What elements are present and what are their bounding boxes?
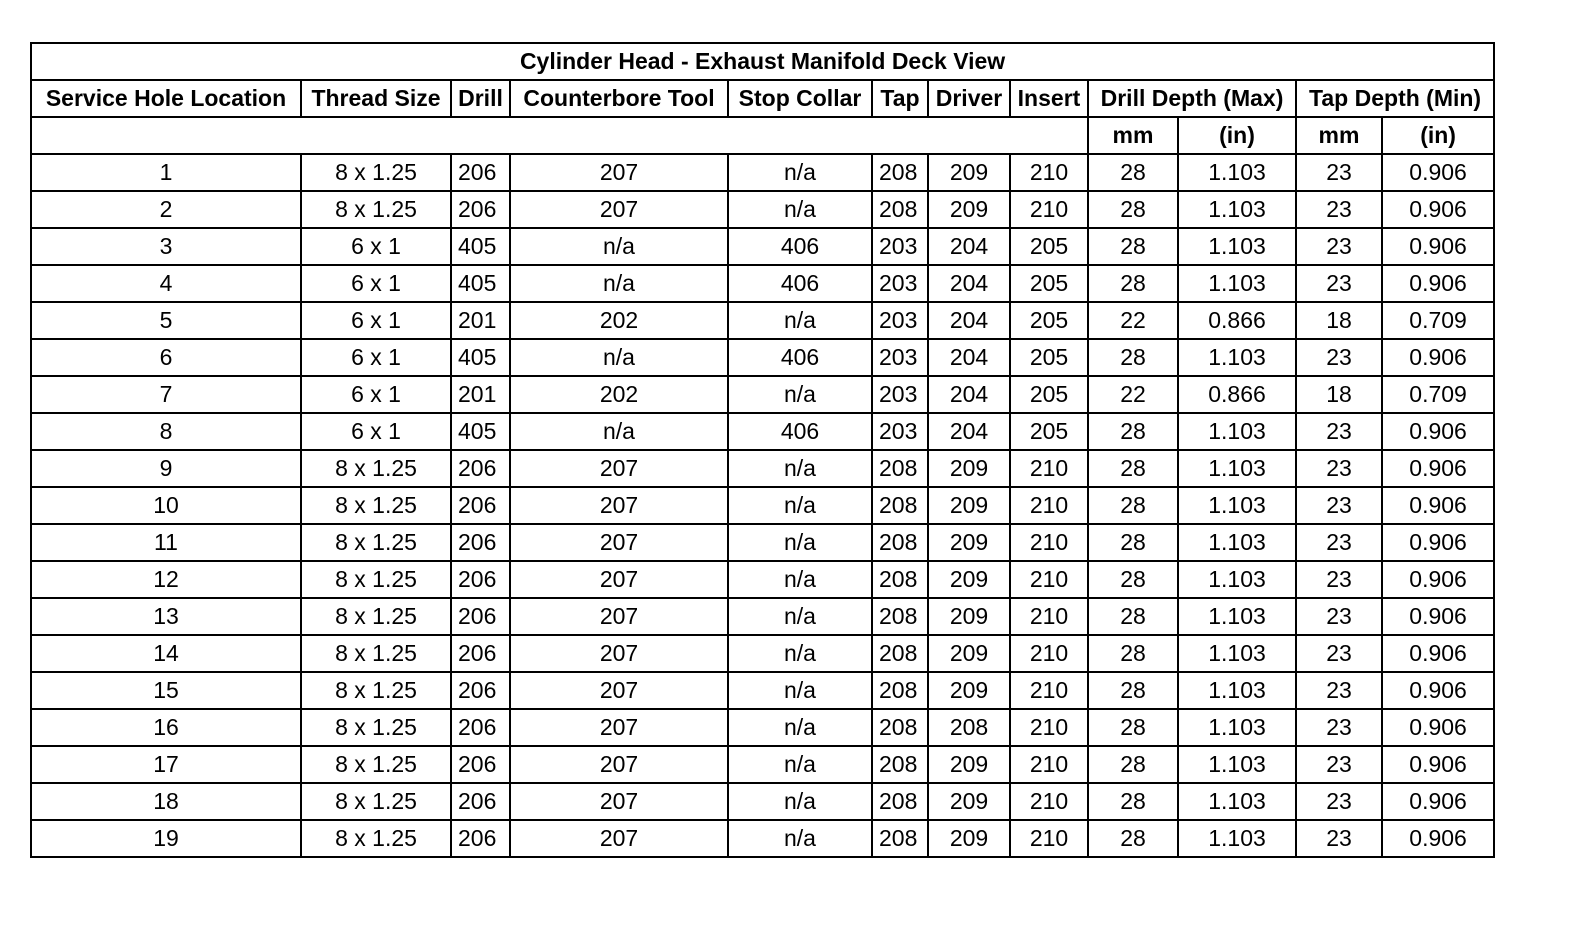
cell-drill-depth-mm: 28: [1088, 524, 1178, 561]
cell-counterbore-tool: 207: [510, 672, 728, 709]
cell-tap-depth-in: 0.906: [1382, 265, 1494, 302]
header-drill: Drill: [451, 80, 510, 117]
cell-service-hole-location: 3: [31, 228, 301, 265]
cell-insert: 210: [1010, 561, 1088, 598]
cell-tap-depth-mm: 23: [1296, 228, 1382, 265]
cell-driver: 209: [928, 487, 1010, 524]
cell-driver: 204: [928, 302, 1010, 339]
cell-thread-size: 8 x 1.25: [301, 746, 451, 783]
cell-tap-depth-mm: 23: [1296, 709, 1382, 746]
table-row: [31, 413, 1494, 450]
unit-tap-in: (in): [1382, 117, 1494, 154]
cell-tap-depth-in: 0.906: [1382, 450, 1494, 487]
cell-insert: 210: [1010, 598, 1088, 635]
cell-tap-depth-mm: 23: [1296, 672, 1382, 709]
table-body: [31, 154, 1494, 857]
cell-thread-size: 8 x 1.25: [301, 709, 451, 746]
cell-tap: 203: [872, 265, 928, 302]
cell-tap-depth-mm: 23: [1296, 783, 1382, 820]
table-row: [31, 709, 1494, 746]
cell-service-hole-location: 13: [31, 598, 301, 635]
cell-tap-depth-mm: 23: [1296, 598, 1382, 635]
cell-driver: 209: [928, 450, 1010, 487]
cell-tap-depth-mm: 23: [1296, 191, 1382, 228]
cell-service-hole-location: 1: [31, 154, 301, 191]
cell-tap-depth-mm: 23: [1296, 154, 1382, 191]
cell-insert: 210: [1010, 672, 1088, 709]
cell-driver: 209: [928, 820, 1010, 857]
table-row: [31, 154, 1494, 191]
spec-table: [30, 42, 1495, 858]
cell-service-hole-location: 9: [31, 450, 301, 487]
cell-drill-depth-mm: 28: [1088, 265, 1178, 302]
cell-insert: 205: [1010, 302, 1088, 339]
header-driver: Driver: [928, 80, 1010, 117]
cell-tap: 203: [872, 376, 928, 413]
cell-drill-depth-in: 1.103: [1178, 265, 1296, 302]
cell-drill: 206: [451, 746, 510, 783]
cell-service-hole-location: 12: [31, 561, 301, 598]
cell-drill-depth-in: 1.103: [1178, 746, 1296, 783]
cell-thread-size: 8 x 1.25: [301, 598, 451, 635]
cell-stop-collar: n/a: [728, 450, 872, 487]
cell-tap-depth-in: 0.906: [1382, 524, 1494, 561]
cell-service-hole-location: 2: [31, 191, 301, 228]
cell-drill-depth-mm: 28: [1088, 746, 1178, 783]
cell-insert: 210: [1010, 191, 1088, 228]
cell-stop-collar: n/a: [728, 709, 872, 746]
cell-driver: 209: [928, 783, 1010, 820]
cell-driver: 209: [928, 598, 1010, 635]
cell-tap-depth-in: 0.906: [1382, 709, 1494, 746]
cell-stop-collar: n/a: [728, 598, 872, 635]
cell-drill-depth-in: 1.103: [1178, 154, 1296, 191]
cell-tap-depth-in: 0.906: [1382, 413, 1494, 450]
cell-tap: 203: [872, 413, 928, 450]
cell-drill-depth-in: 0.866: [1178, 376, 1296, 413]
cell-thread-size: 6 x 1: [301, 376, 451, 413]
cell-counterbore-tool: 202: [510, 376, 728, 413]
cell-thread-size: 6 x 1: [301, 339, 451, 376]
cell-service-hole-location: 8: [31, 413, 301, 450]
cell-drill-depth-in: 1.103: [1178, 561, 1296, 598]
cell-thread-size: 6 x 1: [301, 413, 451, 450]
table-row: [31, 302, 1494, 339]
cell-tap-depth-in: 0.906: [1382, 746, 1494, 783]
cell-insert: 210: [1010, 524, 1088, 561]
cell-driver: 204: [928, 228, 1010, 265]
cell-insert: 210: [1010, 450, 1088, 487]
cell-tap: 208: [872, 820, 928, 857]
cell-drill-depth-in: 1.103: [1178, 635, 1296, 672]
cell-stop-collar: n/a: [728, 561, 872, 598]
cell-drill-depth-mm: 28: [1088, 191, 1178, 228]
header-tap: Tap: [872, 80, 928, 117]
table-row: [31, 783, 1494, 820]
cell-drill-depth-mm: 28: [1088, 709, 1178, 746]
cell-tap: 208: [872, 450, 928, 487]
cell-counterbore-tool: 207: [510, 154, 728, 191]
cell-service-hole-location: 16: [31, 709, 301, 746]
cell-insert: 210: [1010, 709, 1088, 746]
cell-insert: 210: [1010, 783, 1088, 820]
cell-drill-depth-mm: 28: [1088, 413, 1178, 450]
cell-drill: 206: [451, 524, 510, 561]
cell-tap-depth-in: 0.906: [1382, 154, 1494, 191]
cell-insert: 205: [1010, 265, 1088, 302]
cell-tap-depth-mm: 23: [1296, 524, 1382, 561]
cell-drill: 201: [451, 302, 510, 339]
cell-drill-depth-in: 1.103: [1178, 228, 1296, 265]
cell-counterbore-tool: 207: [510, 709, 728, 746]
cell-drill-depth-mm: 28: [1088, 672, 1178, 709]
unit-drill-mm: mm: [1088, 117, 1178, 154]
cell-drill-depth-mm: 28: [1088, 154, 1178, 191]
cell-tap: 208: [872, 672, 928, 709]
units-row: [31, 117, 1494, 154]
cell-thread-size: 8 x 1.25: [301, 783, 451, 820]
cell-tap-depth-in: 0.906: [1382, 635, 1494, 672]
units-blank-cell: [31, 117, 1088, 154]
cell-driver: 209: [928, 561, 1010, 598]
cell-driver: 209: [928, 672, 1010, 709]
title-row: [31, 43, 1494, 80]
cell-drill: 206: [451, 487, 510, 524]
cell-counterbore-tool: 207: [510, 635, 728, 672]
cell-drill-depth-mm: 28: [1088, 783, 1178, 820]
table-row: [31, 746, 1494, 783]
cell-thread-size: 8 x 1.25: [301, 450, 451, 487]
cell-driver: 209: [928, 635, 1010, 672]
cell-thread-size: 6 x 1: [301, 265, 451, 302]
cell-thread-size: 6 x 1: [301, 228, 451, 265]
cell-service-hole-location: 6: [31, 339, 301, 376]
cell-driver: 204: [928, 413, 1010, 450]
cell-insert: 205: [1010, 339, 1088, 376]
cell-service-hole-location: 14: [31, 635, 301, 672]
cell-tap-depth-in: 0.906: [1382, 228, 1494, 265]
cell-counterbore-tool: 207: [510, 783, 728, 820]
cell-service-hole-location: 5: [31, 302, 301, 339]
cell-drill-depth-in: 1.103: [1178, 339, 1296, 376]
cell-driver: 209: [928, 191, 1010, 228]
cell-insert: 205: [1010, 413, 1088, 450]
unit-tap-mm: mm: [1296, 117, 1382, 154]
cell-thread-size: 8 x 1.25: [301, 154, 451, 191]
cell-drill: 405: [451, 228, 510, 265]
cell-drill-depth-in: 1.103: [1178, 709, 1296, 746]
cell-drill-depth-in: 1.103: [1178, 450, 1296, 487]
cell-counterbore-tool: 207: [510, 820, 728, 857]
cell-stop-collar: n/a: [728, 487, 872, 524]
unit-drill-in: (in): [1178, 117, 1296, 154]
cell-drill: 206: [451, 783, 510, 820]
cell-drill-depth-mm: 28: [1088, 487, 1178, 524]
table-row: [31, 376, 1494, 413]
cell-drill-depth-in: 0.866: [1178, 302, 1296, 339]
cell-thread-size: 6 x 1: [301, 302, 451, 339]
cell-tap-depth-in: 0.906: [1382, 487, 1494, 524]
cell-drill-depth-in: 1.103: [1178, 598, 1296, 635]
cell-tap-depth-mm: 23: [1296, 820, 1382, 857]
cell-tap: 203: [872, 339, 928, 376]
cell-thread-size: 8 x 1.25: [301, 561, 451, 598]
cell-stop-collar: 406: [728, 339, 872, 376]
table-row: [31, 598, 1494, 635]
cell-driver: 204: [928, 339, 1010, 376]
header-stop-collar: Stop Collar: [728, 80, 872, 117]
cell-service-hole-location: 17: [31, 746, 301, 783]
cell-stop-collar: n/a: [728, 302, 872, 339]
table-row: [31, 450, 1494, 487]
cell-drill: 405: [451, 339, 510, 376]
cell-counterbore-tool: n/a: [510, 339, 728, 376]
header-thread-size: Thread Size: [301, 80, 451, 117]
cell-tap: 208: [872, 191, 928, 228]
cell-counterbore-tool: 207: [510, 524, 728, 561]
cell-tap-depth-in: 0.906: [1382, 561, 1494, 598]
cell-drill-depth-in: 1.103: [1178, 783, 1296, 820]
cell-drill-depth-in: 1.103: [1178, 191, 1296, 228]
cell-driver: 204: [928, 265, 1010, 302]
cell-thread-size: 8 x 1.25: [301, 820, 451, 857]
cell-drill-depth-in: 1.103: [1178, 820, 1296, 857]
cell-drill: 405: [451, 265, 510, 302]
cell-tap: 208: [872, 154, 928, 191]
table-row: [31, 265, 1494, 302]
cell-stop-collar: n/a: [728, 746, 872, 783]
cell-drill-depth-mm: 28: [1088, 339, 1178, 376]
cell-tap: 208: [872, 746, 928, 783]
cell-stop-collar: n/a: [728, 376, 872, 413]
cell-insert: 210: [1010, 635, 1088, 672]
cell-insert: 210: [1010, 487, 1088, 524]
cell-tap-depth-mm: 23: [1296, 746, 1382, 783]
cell-drill: 206: [451, 561, 510, 598]
cell-service-hole-location: 11: [31, 524, 301, 561]
table-row: [31, 672, 1494, 709]
cell-tap-depth-in: 0.906: [1382, 598, 1494, 635]
cell-counterbore-tool: 202: [510, 302, 728, 339]
cell-tap: 208: [872, 561, 928, 598]
cell-counterbore-tool: 207: [510, 561, 728, 598]
table-row: [31, 487, 1494, 524]
cell-tap-depth-mm: 23: [1296, 487, 1382, 524]
header-row: [31, 80, 1494, 117]
cell-insert: 205: [1010, 376, 1088, 413]
cell-service-hole-location: 7: [31, 376, 301, 413]
cell-driver: 209: [928, 154, 1010, 191]
cell-drill-depth-mm: 28: [1088, 598, 1178, 635]
cell-counterbore-tool: 207: [510, 450, 728, 487]
cell-tap: 208: [872, 487, 928, 524]
header-tap-depth-min: Tap Depth (Min): [1296, 80, 1494, 117]
cell-stop-collar: 406: [728, 413, 872, 450]
cell-tap: 203: [872, 228, 928, 265]
table-row: [31, 820, 1494, 857]
cell-tap: 203: [872, 302, 928, 339]
header-drill-depth-max: Drill Depth (Max): [1088, 80, 1296, 117]
cell-stop-collar: n/a: [728, 635, 872, 672]
cell-stop-collar: 406: [728, 265, 872, 302]
cell-tap: 208: [872, 524, 928, 561]
cell-tap-depth-mm: 23: [1296, 413, 1382, 450]
cell-drill: 206: [451, 672, 510, 709]
header-counterbore-tool: Counterbore Tool: [510, 80, 728, 117]
cell-thread-size: 8 x 1.25: [301, 524, 451, 561]
cell-drill-depth-mm: 28: [1088, 450, 1178, 487]
cell-tap: 208: [872, 635, 928, 672]
cell-counterbore-tool: 207: [510, 598, 728, 635]
cell-tap-depth-mm: 23: [1296, 339, 1382, 376]
cell-tap-depth-mm: 18: [1296, 376, 1382, 413]
cell-drill-depth-mm: 28: [1088, 228, 1178, 265]
cell-thread-size: 8 x 1.25: [301, 191, 451, 228]
table-title: Cylinder Head - Exhaust Manifold Deck View: [31, 43, 1494, 80]
cell-drill: 405: [451, 413, 510, 450]
table-row: [31, 635, 1494, 672]
cell-drill-depth-mm: 28: [1088, 635, 1178, 672]
cell-drill: 206: [451, 709, 510, 746]
cell-service-hole-location: 18: [31, 783, 301, 820]
cell-driver: 204: [928, 376, 1010, 413]
cell-stop-collar: n/a: [728, 783, 872, 820]
cell-drill-depth-mm: 28: [1088, 561, 1178, 598]
cell-tap-depth-mm: 23: [1296, 450, 1382, 487]
cell-driver: 209: [928, 746, 1010, 783]
cell-tap-depth-mm: 23: [1296, 635, 1382, 672]
cell-tap-depth-mm: 18: [1296, 302, 1382, 339]
cell-driver: 208: [928, 709, 1010, 746]
cell-stop-collar: n/a: [728, 154, 872, 191]
cell-drill-depth-in: 1.103: [1178, 524, 1296, 561]
table-row: [31, 191, 1494, 228]
table-row: [31, 561, 1494, 598]
cell-tap-depth-in: 0.906: [1382, 191, 1494, 228]
cell-drill: 201: [451, 376, 510, 413]
table-row: [31, 524, 1494, 561]
cell-tap: 208: [872, 598, 928, 635]
cell-drill-depth-in: 1.103: [1178, 487, 1296, 524]
cell-service-hole-location: 10: [31, 487, 301, 524]
cell-tap-depth-in: 0.906: [1382, 783, 1494, 820]
cell-stop-collar: n/a: [728, 524, 872, 561]
cell-counterbore-tool: 207: [510, 746, 728, 783]
cell-drill: 206: [451, 598, 510, 635]
cell-tap-depth-in: 0.906: [1382, 339, 1494, 376]
cell-tap-depth-in: 0.709: [1382, 376, 1494, 413]
cell-counterbore-tool: n/a: [510, 265, 728, 302]
cell-tap-depth-mm: 23: [1296, 265, 1382, 302]
cell-stop-collar: 406: [728, 228, 872, 265]
cell-insert: 210: [1010, 820, 1088, 857]
cell-drill: 206: [451, 191, 510, 228]
table-row: [31, 339, 1494, 376]
cell-drill-depth-mm: 28: [1088, 820, 1178, 857]
table-row: [31, 228, 1494, 265]
header-insert: Insert: [1010, 80, 1088, 117]
cell-thread-size: 8 x 1.25: [301, 635, 451, 672]
cell-service-hole-location: 4: [31, 265, 301, 302]
cell-service-hole-location: 19: [31, 820, 301, 857]
cell-tap: 208: [872, 783, 928, 820]
spec-table-container: [30, 42, 1495, 858]
cell-thread-size: 8 x 1.25: [301, 672, 451, 709]
cell-service-hole-location: 15: [31, 672, 301, 709]
cell-counterbore-tool: n/a: [510, 228, 728, 265]
cell-tap-depth-in: 0.906: [1382, 820, 1494, 857]
cell-stop-collar: n/a: [728, 191, 872, 228]
cell-counterbore-tool: 207: [510, 191, 728, 228]
cell-drill-depth-in: 1.103: [1178, 413, 1296, 450]
cell-drill: 206: [451, 635, 510, 672]
cell-drill-depth-mm: 22: [1088, 302, 1178, 339]
cell-insert: 210: [1010, 746, 1088, 783]
cell-tap-depth-mm: 23: [1296, 561, 1382, 598]
cell-drill: 206: [451, 450, 510, 487]
cell-drill-depth-in: 1.103: [1178, 672, 1296, 709]
cell-insert: 205: [1010, 228, 1088, 265]
header-service-hole-location: Service Hole Location: [31, 80, 301, 117]
cell-tap: 208: [872, 709, 928, 746]
cell-counterbore-tool: 207: [510, 487, 728, 524]
cell-stop-collar: n/a: [728, 820, 872, 857]
cell-counterbore-tool: n/a: [510, 413, 728, 450]
cell-driver: 209: [928, 524, 1010, 561]
cell-stop-collar: n/a: [728, 672, 872, 709]
cell-insert: 210: [1010, 154, 1088, 191]
cell-tap-depth-in: 0.709: [1382, 302, 1494, 339]
cell-drill: 206: [451, 820, 510, 857]
cell-drill: 206: [451, 154, 510, 191]
cell-tap-depth-in: 0.906: [1382, 672, 1494, 709]
cell-drill-depth-mm: 22: [1088, 376, 1178, 413]
cell-thread-size: 8 x 1.25: [301, 487, 451, 524]
